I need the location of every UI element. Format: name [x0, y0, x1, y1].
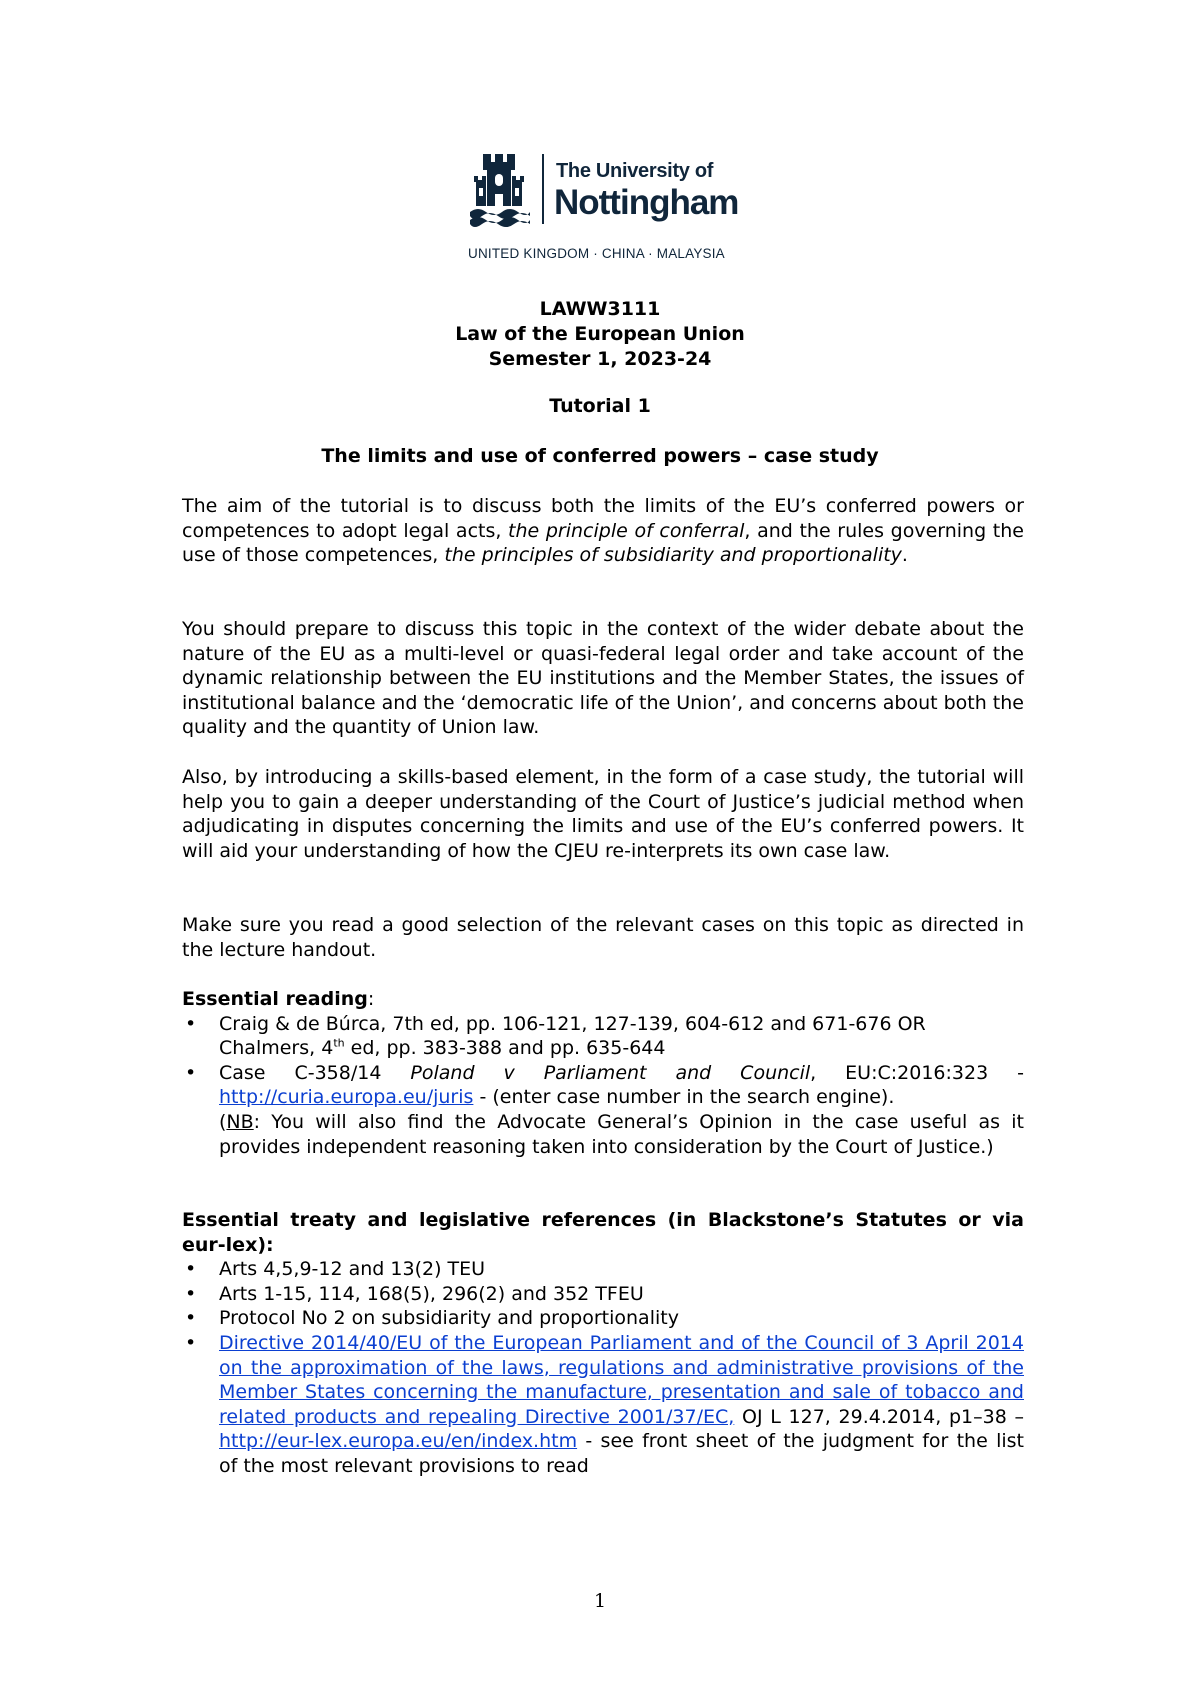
directive-note: - see front sheet of the judgment for the list of the most relevant provisions to read: [219, 1430, 1024, 1477]
treaty-references-heading: Essential treaty and legislative references (in Blackstone’s Statutes or via eur-lex):: [182, 1209, 1024, 1256]
case-ecli: , EU:C:2016:323 -: [810, 1061, 1024, 1084]
eurlex-link[interactable]: http://eur-lex.europa.eu/en/index.htm: [219, 1430, 578, 1453]
intro-emphasis-2: the principles of subsidiarity and proportionality: [444, 544, 902, 567]
intro-paragraph: [182, 494, 1024, 568]
course-code: LAWW3111: [539, 298, 661, 320]
page-number: 1: [593, 1590, 607, 1612]
tutorial-title: The limits and use of conferred powers – case study: [321, 445, 879, 467]
list-item: [182, 1012, 1024, 1061]
case-name: Poland v Parliament and Council: [410, 1061, 811, 1084]
list-item: • Arts 1-15, 114, 168(5), 296(2) and 352 TFEU: [182, 1282, 1024, 1307]
logo-subline: UNITED KINGDOM · CHINA · MALAYSIA: [468, 246, 725, 261]
list-item: • Protocol No 2 on subsidiarity and proportionality: [182, 1306, 1024, 1331]
intro-text-3: .: [901, 544, 908, 567]
reading-item-1-text: Chalmers, 4: [219, 1037, 334, 1060]
reading-item-1-line-2: [219, 1036, 1024, 1061]
treaty-references-section: [182, 1208, 1024, 1479]
essential-reading-heading: Essential reading: [182, 988, 368, 1010]
logo-divider: [542, 154, 544, 224]
context-paragraph: You should prepare to discuss this topic in the context of the wider debate about the nature of the EU as a multi-level or quasi-federal legal order and take account of the dynamic relationship between the EU institutions and the Member States, the issues of institutional balance and the ‘democratic life of the Union’, and concerns about both the quality and the quantity of Union law.: [182, 618, 1024, 739]
reading-item-1-line-1: • Craig & de Búrca, 7th ed, pp. 106-121, 127-139, 604-612 and 671-676 OR: [219, 1012, 926, 1035]
superscript-th: th: [333, 1036, 345, 1050]
course-title: Law of the European Union: [455, 323, 745, 345]
university-logo: [468, 150, 748, 270]
reading-item-1-text-2: ed, pp. 383-388 and pp. 635-644: [344, 1037, 666, 1060]
nb-label: NB: [226, 1110, 254, 1133]
castle-crest-icon: [468, 150, 548, 230]
reading-item-2-line-1: [219, 1061, 1024, 1086]
list-item: [182, 1061, 1024, 1159]
case-number: Case C-358/14: [219, 1061, 411, 1084]
directive-link[interactable]: Directive 2014/40/EU of the European Parliament and of the Council of 3 April 2014 on the approximation of the laws, regulations and administrative provisions of the Member States concerning the manufacture, presentation and sale of tobacco and related products and repealing Directive 2001/37/EC,: [219, 1331, 1024, 1428]
logo-line-1: The University of: [556, 160, 714, 182]
intro-emphasis-1: the principle of conferral: [508, 519, 745, 542]
tutorial-number: Tutorial 1: [549, 395, 651, 417]
essential-reading-colon: :: [367, 988, 375, 1010]
essential-reading-section: [182, 987, 1024, 1159]
skills-paragraph: Also, by introducing a skills-based element, in the form of a case study, the tutorial will help you to gain a deeper understanding of the Court of Justice’s judicial method when adjudicating in disputes concerning the limits and use of the EU’s conferred powers. It will aid your understanding of how the CJEU re-interprets its own case law.: [182, 766, 1024, 862]
semester: Semester 1, 2023-24: [488, 348, 712, 370]
intro-text-1: The aim of the tutorial is to discuss both the limits of the EU’s conferred powers or competences to adopt legal acts,: [182, 495, 1024, 542]
logo-line-2: Nottingham: [554, 183, 739, 222]
intro-text-2: , and the rules governing the use of those competences,: [182, 519, 1024, 567]
list-item: [182, 1331, 1024, 1479]
curia-link[interactable]: http://curia.europa.eu/juris: [219, 1086, 474, 1109]
directive-oj: OJ L 127, 29.4.2014, p1–38 –: [734, 1405, 1024, 1428]
curia-instruction: - (enter case number in the search engine).: [473, 1086, 895, 1109]
nb-text: : You will also find the Advocate General’s Opinion in the case useful as it provides independent reasoning taken into consideration by the Court of Justice.): [219, 1110, 1024, 1158]
reading-paragraph: Make sure you read a good selection of the relevant cases on this topic as directed in the lecture handout.: [182, 914, 1024, 961]
nb-paren: (: [219, 1110, 227, 1133]
list-item: • Arts 4,5,9-12 and 13(2) TEU: [182, 1257, 1024, 1282]
